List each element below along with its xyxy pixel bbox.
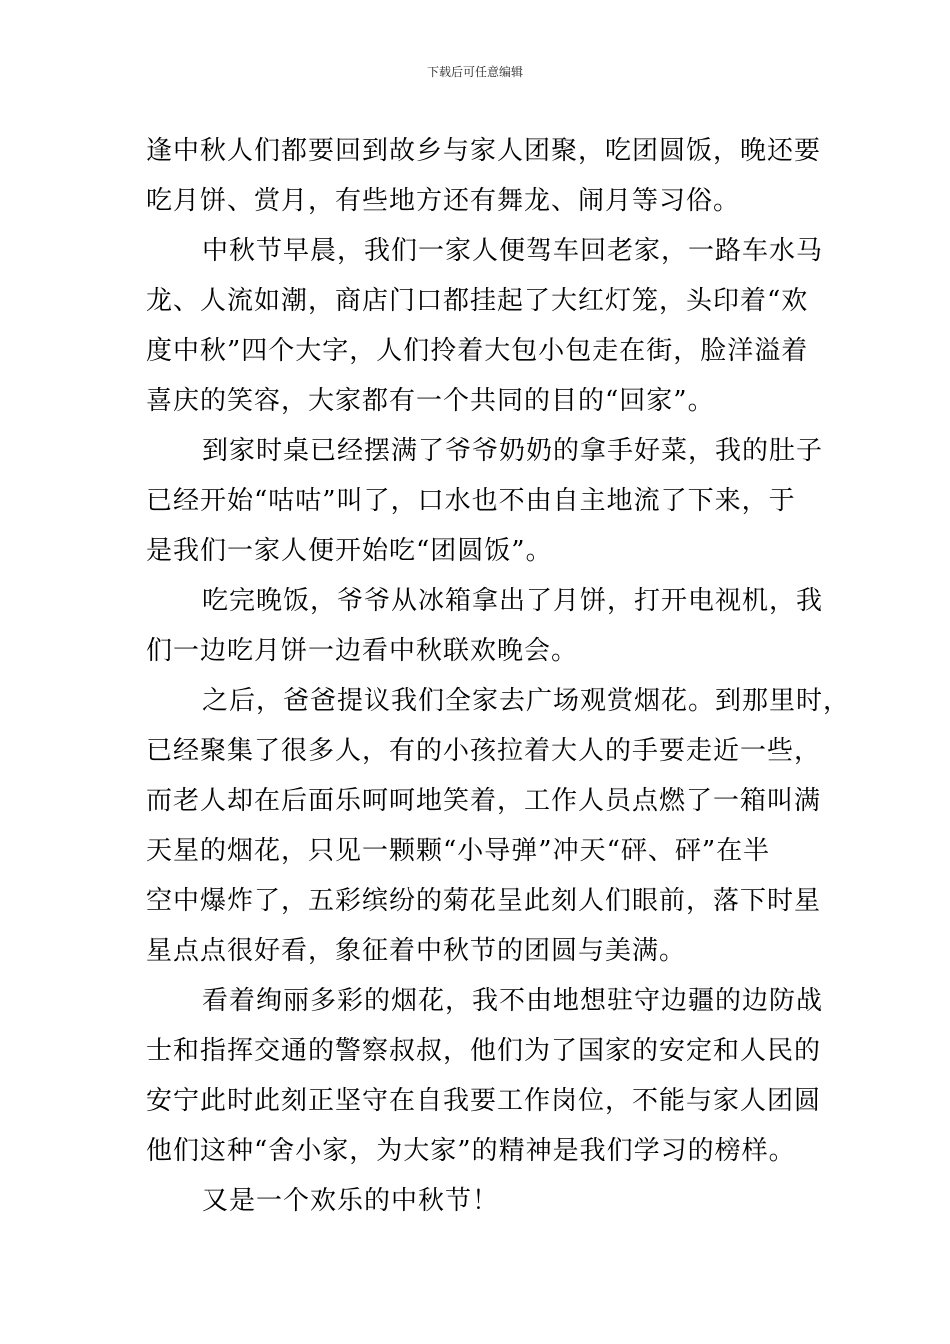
text-line: 空中爆炸了，五彩缤纷的菊花呈此刻人们眼前，落下时星 [146,886,822,916]
text-line: 士和指挥交通的警察叔叔，他们为了国家的安定和人民的 [146,1036,822,1066]
text-line: 他们这种“舍小家，为大家”的精神是我们学习的榜样。 [146,1136,796,1166]
text-line: 天星的烟花，只见一颗颗“小导弹”冲天“砰、砰”在半 [146,836,771,866]
text-line: 中秋节早晨，我们一家人便驾车回老家，一路车水马 [202,236,824,266]
text-line: 吃月饼、赏月，有些地方还有舞龙、闹月等习俗。 [146,186,741,216]
text-line: 已经开始“咕咕”叫了，口水也不由自主地流了下来，于 [146,486,796,516]
text-line: 喜庆的笑容，大家都有一个共同的目的“回家”。 [146,386,715,416]
text-line: 度中秋”四个大字，人们拎着大包小包走在街，脸洋溢着 [146,336,809,366]
text-line: 已经聚集了很多人，有的小孩拉着大人的手要走近一些， [146,736,822,766]
essay-body [146,126,851,1226]
text-line: 龙、人流如潮，商店门口都挂起了大红灯笼，头印着“欢 [146,286,809,316]
text-line: 星点点很好看，象征着中秋节的团圆与美满。 [146,936,687,966]
text-line: 看着绚丽多彩的烟花，我不由地想驻守边疆的边防战 [202,986,824,1016]
text-line: 而老人却在后面乐呵呵地笑着，工作人员点燃了一箱叫满 [146,786,822,816]
text-line: 之后，爸爸提议我们全家去广场观赏烟花。到那里时， [202,686,851,716]
text-line: 吃完晚饭，爷爷从冰箱拿出了月饼，打开电视机，我 [202,586,824,616]
text-line: 是我们一家人便开始吃“团圆饭”。 [146,536,553,566]
text-line: 逢中秋人们都要回到故乡与家人团聚，吃团圆饭，晚还要 [146,136,822,166]
page-header-note: 下载后可任意编辑 [426,65,523,79]
text-line: 安宁此时此刻正坚守在自我要工作岗位，不能与家人团圆 [146,1086,822,1116]
text-line: 又是一个欢乐的中秋节！ [202,1186,500,1216]
text-line: 们一边吃月饼一边看中秋联欢晚会。 [146,636,579,666]
text-line: 到家时桌已经摆满了爷爷奶奶的拿手好菜，我的肚子 [202,436,824,466]
